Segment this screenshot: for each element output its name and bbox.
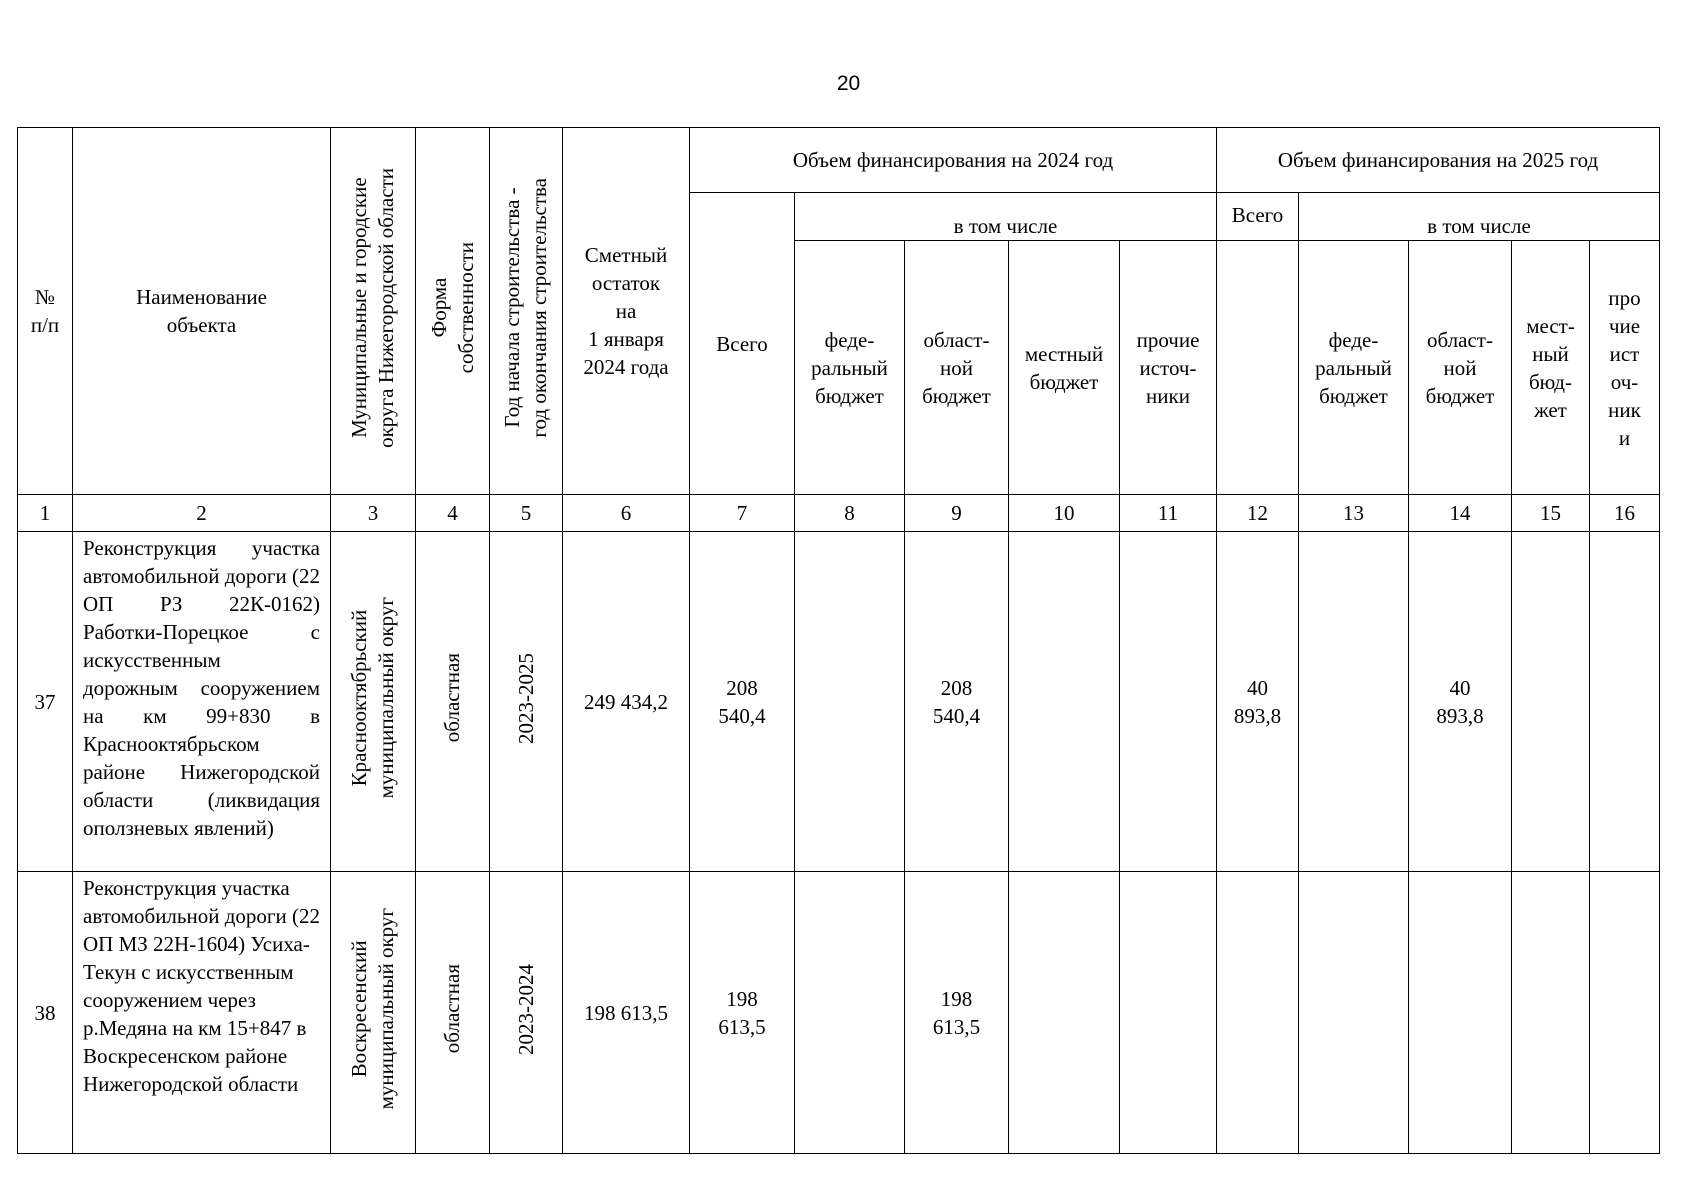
column-number: 6 [563,495,690,532]
row-name: Реконструкция участка автомобильной дороги (22 ОП МЗ 22Н-1604) Усиха-Текун с искусственным сооружением через р.Медяна на км 15+847 в Воскресенском районе Нижегородской области [73,872,331,1154]
header-obl-2024: област- ной бюджет [905,241,1009,495]
column-number: 11 [1120,495,1217,532]
column-number: 5 [490,495,563,532]
column-number: 14 [1409,495,1512,532]
row-fed-2024 [795,872,905,1154]
page-number: 20 [836,72,861,95]
row-name: Реконструкция участка автомобильной дороги (22 ОП РЗ 22К-0162) Работки-Порецкое с искусственным дорожным сооружением на км 99+830 в Краснооктябрьском районе Нижегородской области (ликвидация оползневых явлений) [73,532,331,872]
row-ostatok: 198 613,5 [563,872,690,1154]
row-god: 2023-2025 [490,532,563,872]
row-vsego-2025 [1217,872,1299,1154]
header-vtomchisle-2025: в том числе [1299,193,1660,241]
row-num: 37 [18,532,73,872]
row-vsego-2024: 208 540,4 [690,532,795,872]
header-vsego-2025-blank [1217,241,1299,495]
header-col-okrug: Муниципальные и городские округа Нижегородской области [331,128,416,495]
column-number: 7 [690,495,795,532]
header-vsego-2024: Всего [690,193,795,495]
financing-table [17,127,1660,1154]
header-fed-2025: феде- ральный бюджет [1299,241,1409,495]
header-col-name: Наименование объекта [73,128,331,495]
header-col-god: Год начала строительства - год окончания строительства [490,128,563,495]
column-numbers-row [18,495,1660,532]
row-mest-2025 [1512,532,1590,872]
header-col-forma: Форма собственности [416,128,490,495]
column-number: 15 [1512,495,1590,532]
row-mest-2025 [1512,872,1590,1154]
row-forma: областная [416,872,490,1154]
row-okrug: Воскресенский муниципальный округ [331,872,416,1154]
column-number: 2 [73,495,331,532]
row-proch-2025 [1590,872,1660,1154]
row-ostatok: 249 434,2 [563,532,690,872]
row-fed-2024 [795,532,905,872]
column-number: 10 [1009,495,1120,532]
column-number: 4 [416,495,490,532]
row-god: 2023-2024 [490,872,563,1154]
header-proch-2025: про чие ист оч- ник и [1590,241,1660,495]
column-number: 16 [1590,495,1660,532]
header-vtomchisle-2024: в том числе [795,193,1217,241]
row-fed-2025 [1299,532,1409,872]
table-row [18,532,1660,872]
row-obl-2024: 208 540,4 [905,532,1009,872]
header-fin-2025: Объем финансирования на 2025 год [1217,128,1660,193]
row-vsego-2025: 40 893,8 [1217,532,1299,872]
column-number: 3 [331,495,416,532]
header-fin-2024: Объем финансирования на 2024 год [690,128,1217,193]
column-number: 9 [905,495,1009,532]
row-obl-2025 [1409,872,1512,1154]
header-mest-2025: мест- ный бюд- жет [1512,241,1590,495]
row-obl-2025: 40 893,8 [1409,532,1512,872]
header-row-1 [18,128,1660,193]
header-col-ostatok: Сметный остаток на 1 января 2024 года [563,128,690,495]
row-mest-2024 [1009,872,1120,1154]
header-mest-2024: местный бюджет [1009,241,1120,495]
column-number: 12 [1217,495,1299,532]
row-proch-2025 [1590,532,1660,872]
table-row [18,872,1660,1154]
row-num: 38 [18,872,73,1154]
header-obl-2025: област- ной бюджет [1409,241,1512,495]
row-obl-2024: 198 613,5 [905,872,1009,1154]
column-number: 8 [795,495,905,532]
header-proch-2024: прочие источ- ники [1120,241,1217,495]
row-forma: областная [416,532,490,872]
row-vsego-2024: 198 613,5 [690,872,795,1154]
header-vsego-2025: Всего [1217,193,1299,241]
row-mest-2024 [1009,532,1120,872]
column-number: 1 [18,495,73,532]
row-proch-2024 [1120,872,1217,1154]
row-fed-2025 [1299,872,1409,1154]
header-col-num: № п/п [18,128,73,495]
column-number: 13 [1299,495,1409,532]
row-proch-2024 [1120,532,1217,872]
row-okrug: Краснооктябрьский муниципальный округ [331,532,416,872]
header-fed-2024: феде- ральный бюджет [795,241,905,495]
